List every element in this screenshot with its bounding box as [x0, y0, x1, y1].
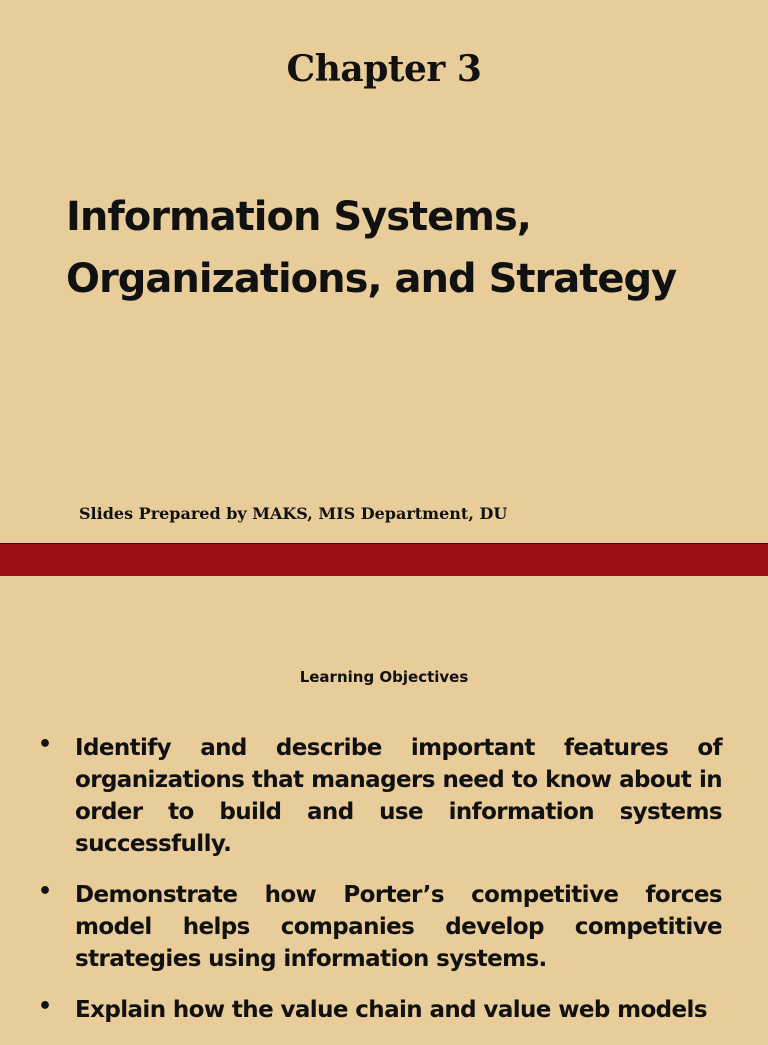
objective-text: Demonstrate how Porter’s competitive forces model helps companies develop competitive strategies using information systems. — [75, 882, 722, 972]
chapter-heading: Chapter 3 — [286, 48, 482, 90]
prepared-by-credit: Slides Prepared by MAKS, MIS Department, DU — [79, 504, 508, 523]
slide-divider — [0, 543, 768, 576]
objective-text: Identify and describe important features of organizations that managers need to know about in order to build and use information systems successfully. — [75, 735, 722, 857]
bullet-icon: • — [38, 879, 52, 904]
objective-item — [0, 879, 768, 975]
learning-objectives-slide — [0, 576, 768, 1024]
objectives-list — [0, 732, 768, 1045]
learning-objectives-heading: Learning Objectives — [299, 668, 469, 686]
slide-title-line-2: Organizations, and Strategy — [66, 256, 677, 302]
slide-title-line-1: Information Systems, — [66, 194, 531, 240]
slide-title — [66, 186, 746, 310]
objective-item — [0, 994, 768, 1026]
objective-text: Explain how the value chain and value web models — [75, 997, 707, 1023]
bullet-icon: • — [38, 994, 52, 1019]
bullet-icon: • — [38, 732, 52, 757]
objective-item — [0, 732, 768, 860]
